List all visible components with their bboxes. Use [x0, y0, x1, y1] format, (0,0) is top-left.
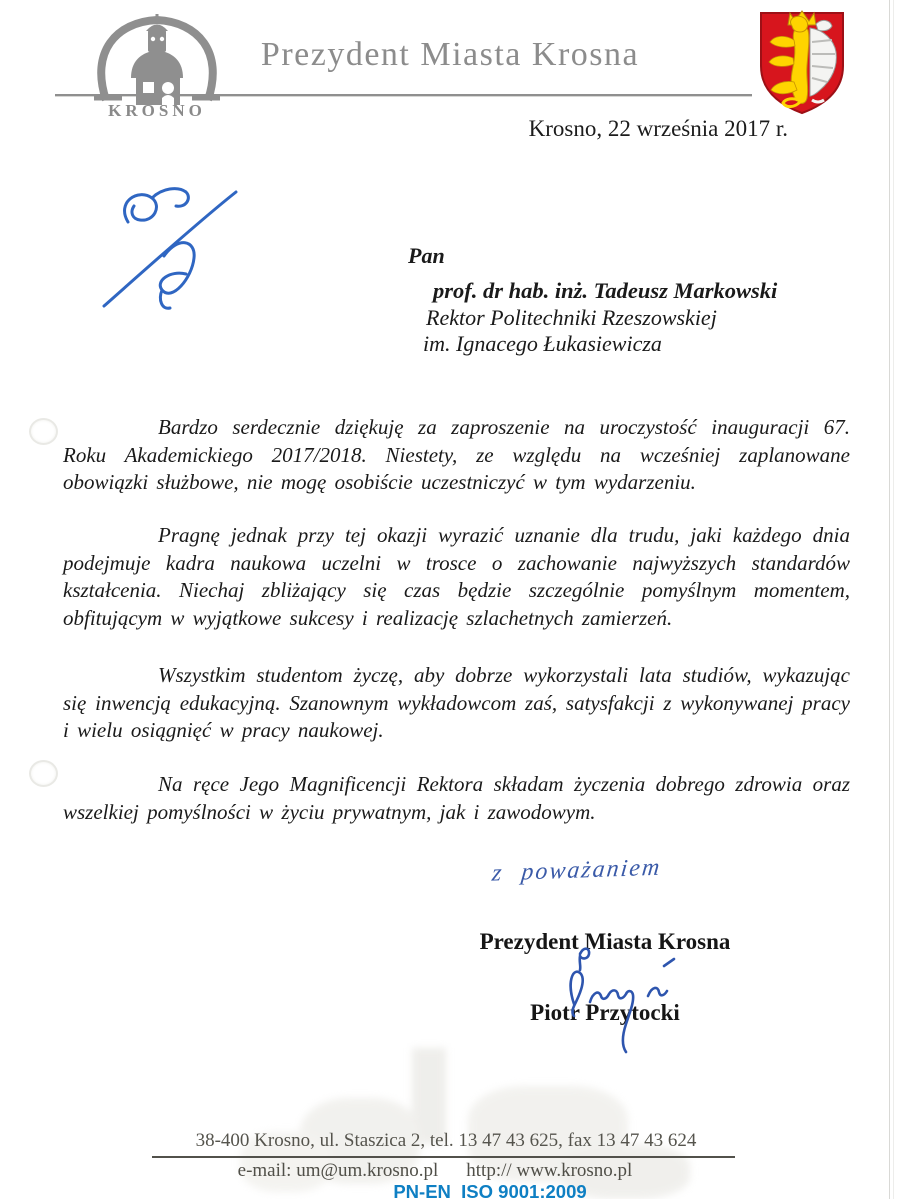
- scan-edge-line: [893, 0, 894, 1199]
- dateline: Krosno, 22 września 2017 r.: [528, 116, 788, 141]
- footer-divider: [152, 1156, 735, 1158]
- handwritten-closing-note: z poważaniem: [490, 854, 663, 887]
- footer-address: 38-400 Krosno, ul. Staszica 2, tel. 13 47 43 625, fax 13 47 43 624: [195, 1130, 697, 1151]
- body-paragraph-3: Wszystkim studentom życzę, aby dobrze wykorzystali lata studiów, wykazując się inwencją edukacyjną. Szanownym wykładowcom zaś, satysfakcji z wykonywanej pracy i wielu osiągnięć w pracy naukowej.: [63, 663, 850, 742]
- krosno-coat-of-arms-icon: [756, 8, 848, 118]
- recipient-institution: im. Ignacego Łukasiewicza: [423, 331, 662, 356]
- body-paragraph-1: Bardzo serdecznie dziękuję za zaproszenie na uroczystość inauguracji 67. Roku Akademickiego 2017/2018. Niestety, ze względu na wcześniej zaplanowane obowiązki służbowe, nie mogę osobiście uczestniczyć w tym wydarzeniu.: [63, 415, 850, 494]
- signer-title: Prezydent Miasta Krosna: [479, 929, 731, 954]
- krosno-city-logo-icon: [76, 12, 238, 107]
- body-paragraph-4: Na ręce Jego Magnificencji Rektora składam życzenia dobrego zdrowia oraz wszelkiej pomyślności w życiu prywatnym, jak i zawodowym.: [63, 772, 850, 824]
- signature-scribble-icon: [546, 944, 698, 1059]
- footer-email: e-mail: um@um.krosno.pl: [237, 1160, 439, 1181]
- signer-name: Piotr Przytocki: [530, 1000, 680, 1025]
- logo-caption: KROSNO: [108, 101, 206, 120]
- letterhead-title: Prezydent Miasta Krosna: [260, 36, 640, 73]
- footer-website: http:// www.krosno.pl: [466, 1160, 633, 1181]
- punch-hole: [29, 760, 58, 787]
- footer-contact-line: [35, 1160, 835, 1182]
- scan-edge-line: [889, 0, 890, 1199]
- recipient-salutation: Pan: [408, 243, 445, 268]
- initials-scribble-icon: [98, 180, 258, 325]
- recipient-role: Rektor Politechniki Rzeszowskiej: [426, 305, 717, 330]
- punch-hole: [29, 418, 58, 445]
- body-paragraph-2: Pragnę jednak przy tej okazji wyrazić uznanie dla trudu, jaki każdego dnia podejmuje kadra naukowa uczelni w trosce o zachowanie najwyższych standardów kształcenia. Niechaj zbliżający się czas będzie szczególnie pomyślnym momentem, obfitującym w wyjątkowe sukcesy i realizację szlachetnych zamierzeń.: [63, 523, 850, 630]
- recipient-name: prof. dr hab. inż. Tadeusz Markowski: [433, 278, 778, 303]
- iso-certification-label: PN-EN ISO 9001:2009: [393, 1181, 587, 1199]
